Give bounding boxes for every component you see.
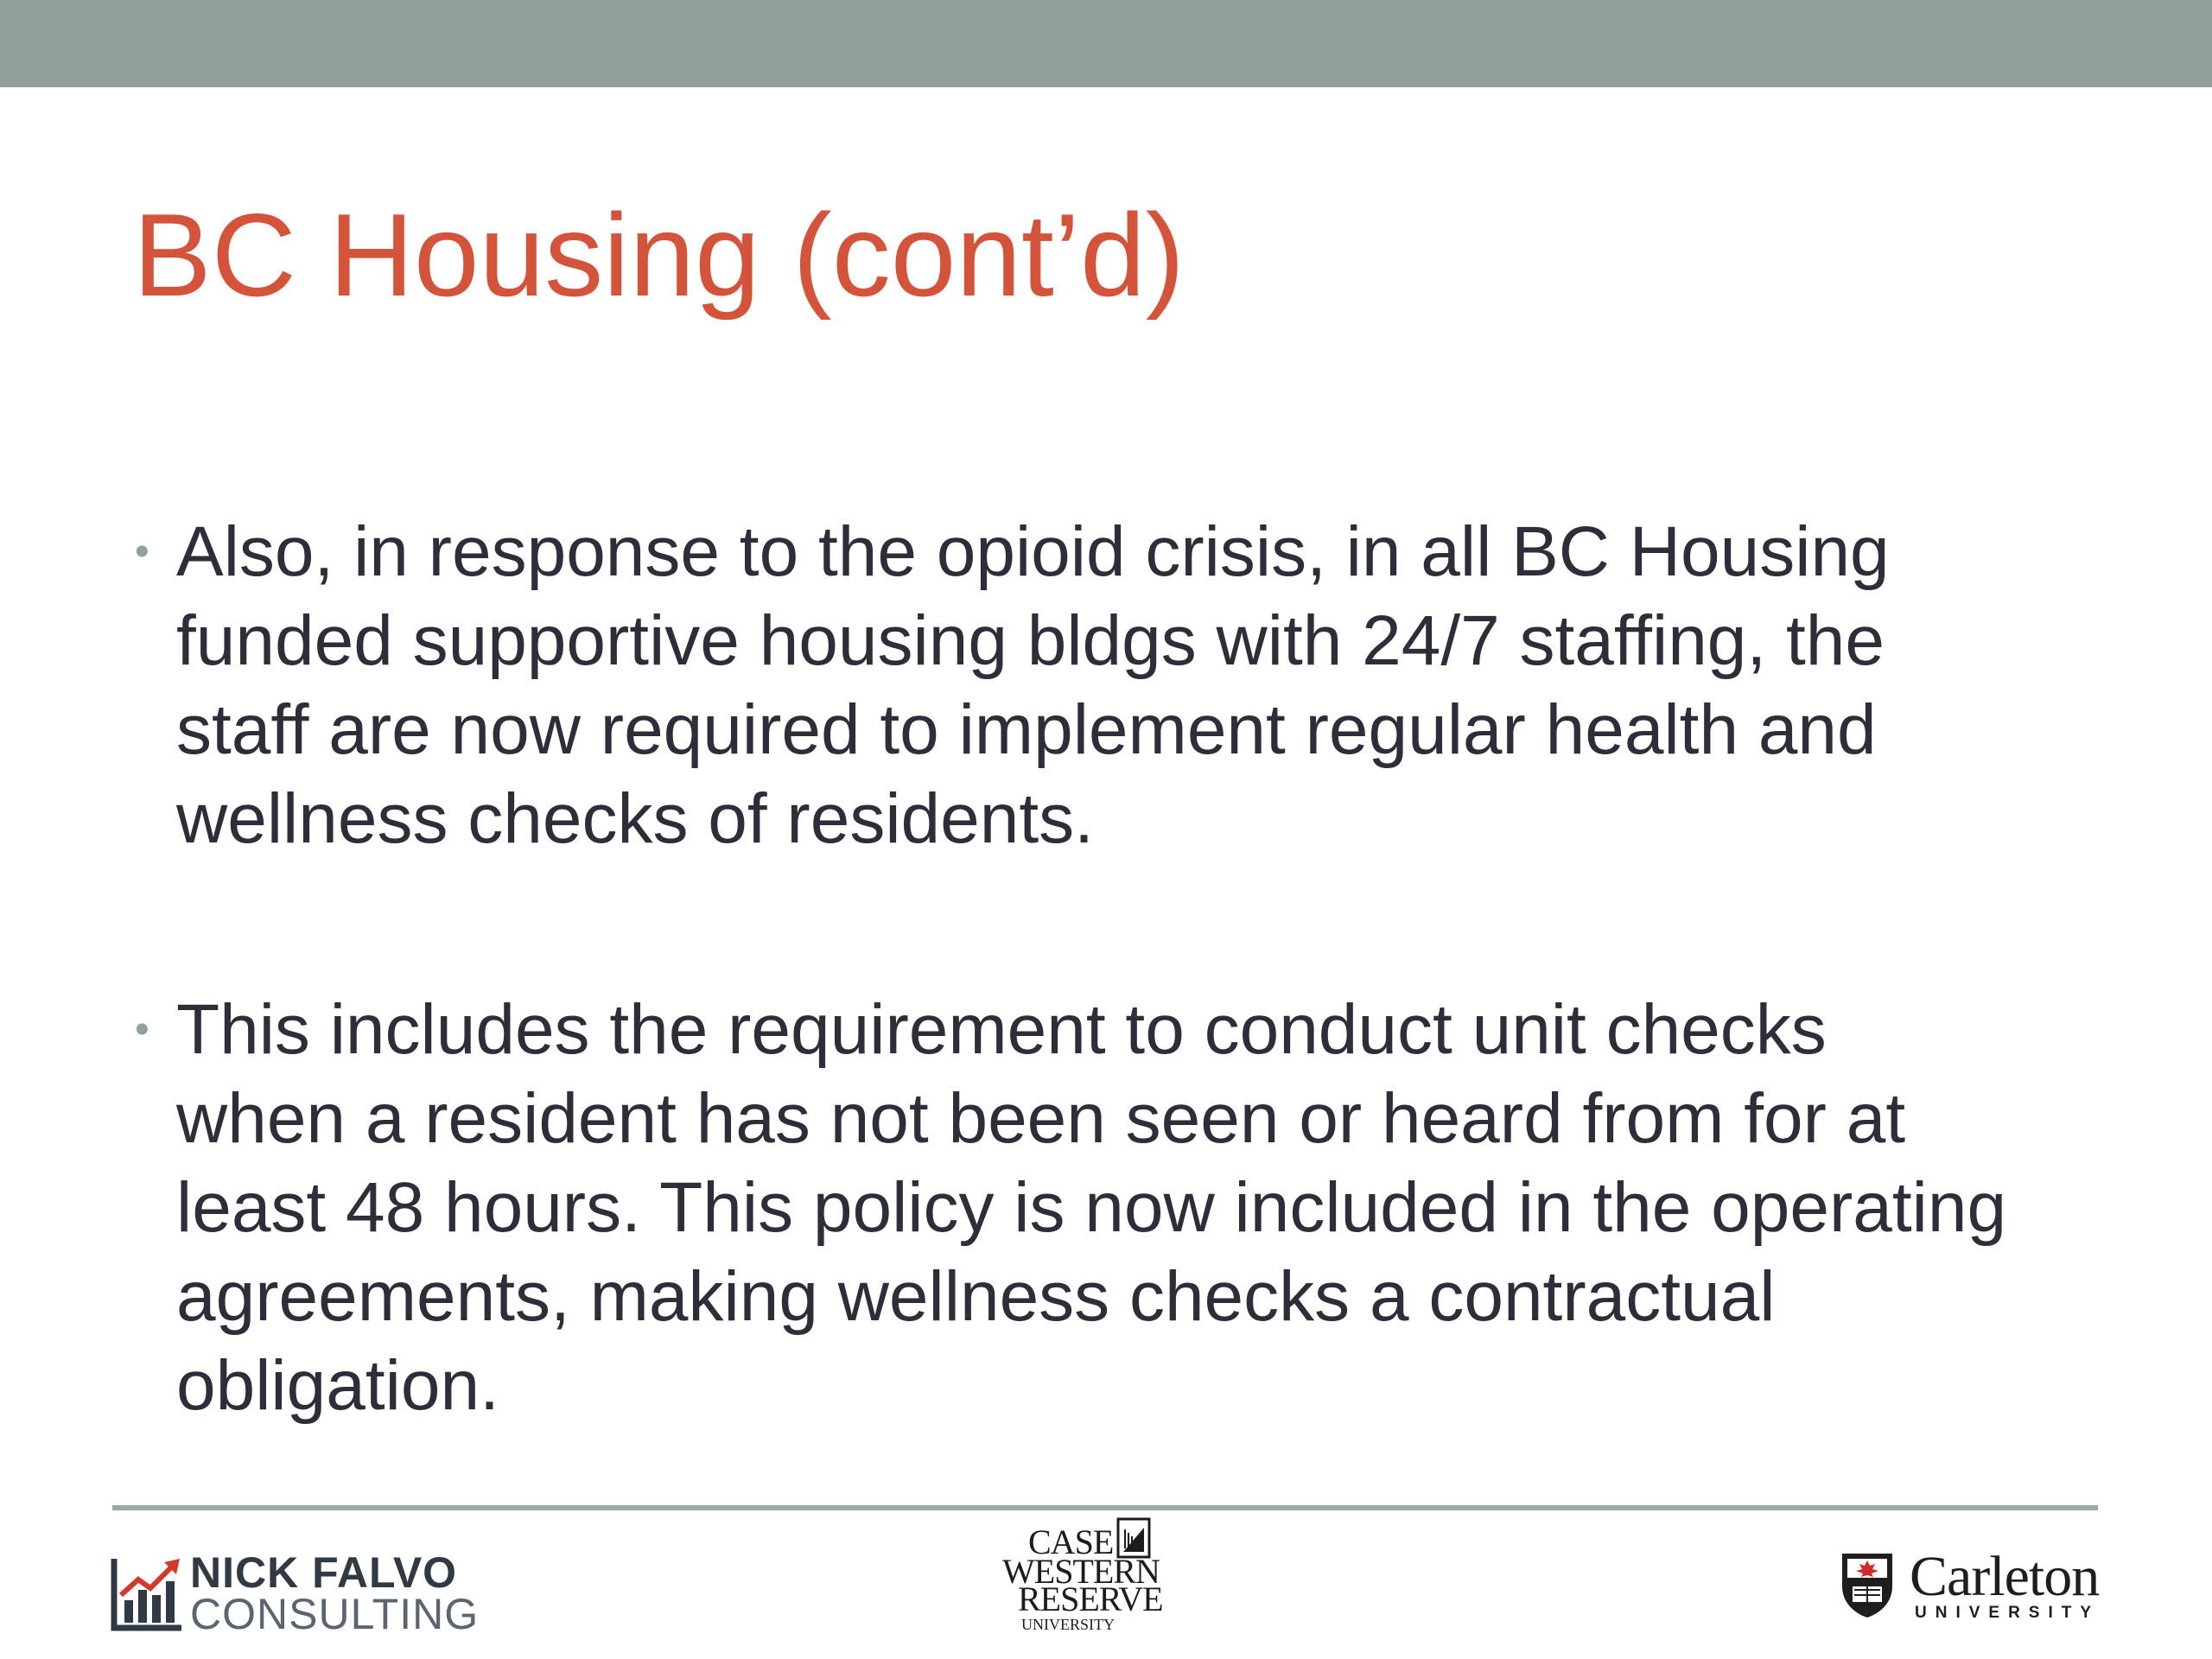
carleton-subtitle: UNIVERSITY bbox=[1915, 1604, 2101, 1622]
nick-falvo-name: NICK FALVO bbox=[190, 1548, 458, 1597]
carleton-name: Carleton bbox=[1910, 1545, 2100, 1608]
bullet-text: Also, in response to the opioid crisis, in all BC Housing funded supportive housing bldgs with 24/7 staffing, the staff are now required to implement regular health and wellness checks of residents. bbox=[176, 512, 1890, 858]
cwru-line-case: CASE bbox=[1028, 1522, 1114, 1561]
bullet-marker: • bbox=[135, 1007, 149, 1052]
cwru-logo bbox=[994, 1517, 1166, 1647]
footer-divider bbox=[112, 1505, 2098, 1510]
bullet-item bbox=[135, 985, 2008, 1430]
bullet-marker: • bbox=[135, 529, 149, 575]
nick-falvo-subtitle: CONSULTING bbox=[190, 1590, 480, 1638]
cwru-line-university: UNIVERSITY bbox=[1021, 1616, 1115, 1633]
carleton-university-logo bbox=[1840, 1547, 2108, 1633]
top-accent-bar bbox=[0, 0, 2212, 87]
bar-chart-arrow-icon bbox=[111, 1555, 183, 1631]
cwru-line-western: WESTERN bbox=[1002, 1552, 1160, 1591]
cwru-line-reserve: RESERVE bbox=[1018, 1580, 1163, 1618]
bullet-item bbox=[135, 507, 2008, 863]
carleton-shield-icon bbox=[1840, 1552, 1894, 1619]
slide-title: BC Housing (cont’d) bbox=[133, 189, 1185, 321]
bullet-text: This includes the requirement to conduct unit checks when a resident has not been seen or heard from for at least 48 hours. This policy is now included in the operating agreements, making wellness checks a contractual obligation. bbox=[176, 990, 2007, 1425]
nick-falvo-consulting-logo bbox=[111, 1548, 480, 1638]
